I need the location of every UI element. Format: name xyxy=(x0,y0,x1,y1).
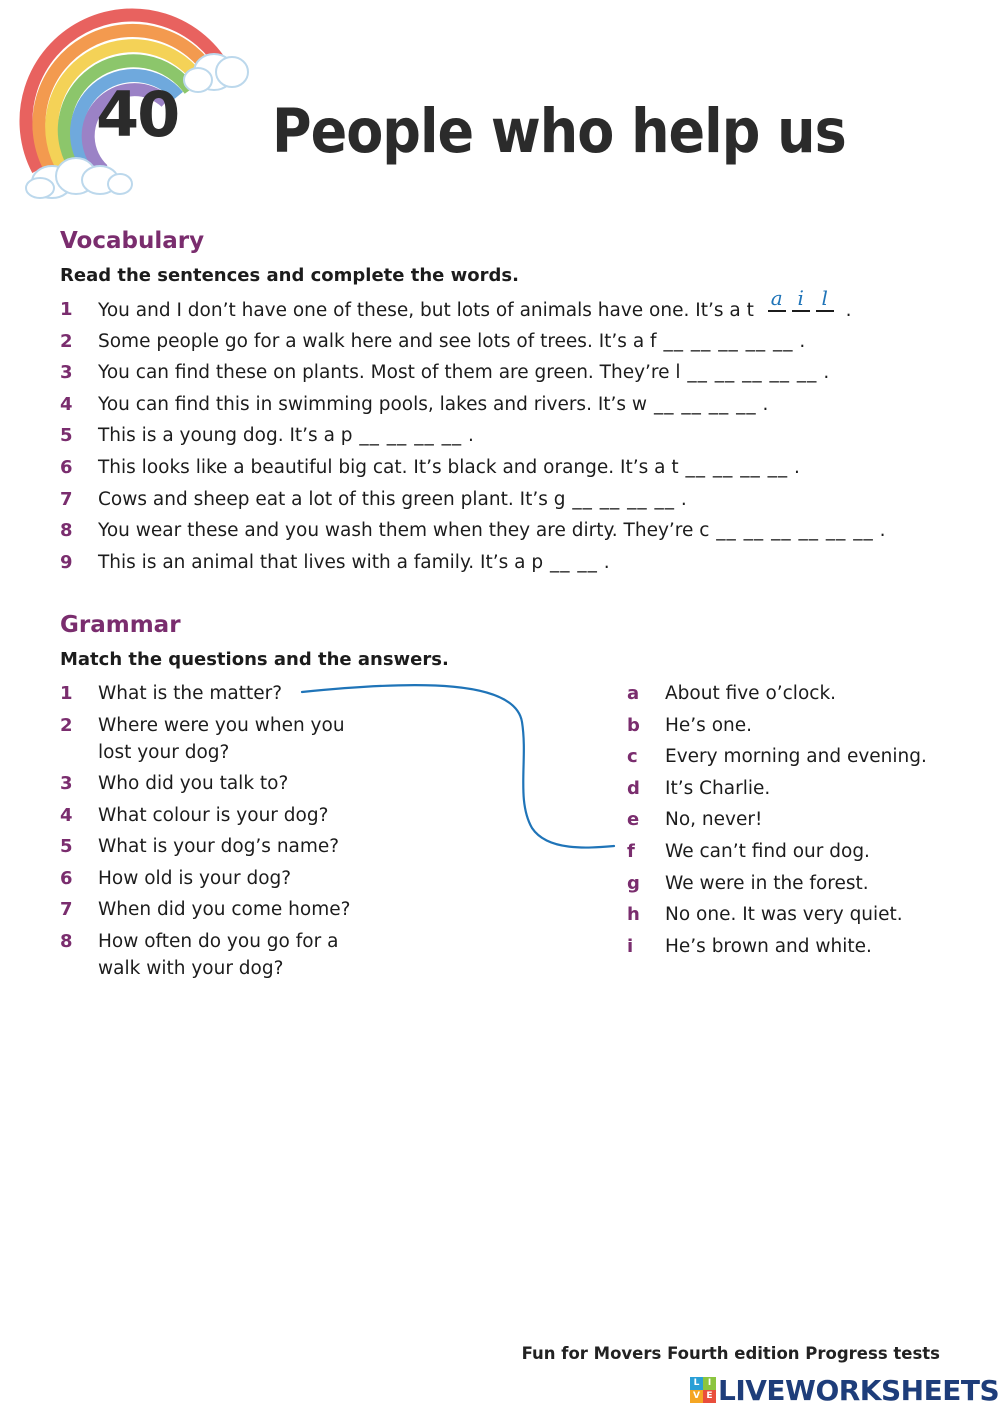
answer-letter: c xyxy=(627,746,638,768)
answer-blanks[interactable]: __ __ __ __ __ xyxy=(680,362,818,384)
sentence-text: This is a young dog. It’s a p xyxy=(98,425,353,447)
question-number: 1 xyxy=(60,683,73,704)
answer-text: No, never! xyxy=(665,809,763,831)
answer-blanks[interactable]: __ __ __ __ xyxy=(565,488,675,510)
sentence-end: . xyxy=(597,551,610,573)
question-text: What colour is your dog? xyxy=(98,804,329,826)
sentence-end: . xyxy=(788,456,800,478)
sentence-end: . xyxy=(675,488,687,510)
answer-letter: e xyxy=(627,809,640,831)
question-text: Who did you talk to? xyxy=(98,773,289,794)
question-text: What is the matter? xyxy=(98,683,283,704)
sentence-text: Cows and sheep eat a lot of this green plant. It’s g xyxy=(98,488,566,510)
item-number: 6 xyxy=(60,456,73,478)
question-number: 2 xyxy=(60,714,73,736)
vocabulary-heading: Vocabulary xyxy=(60,228,205,254)
answer-blanks[interactable]: __ __ __ __ xyxy=(678,456,789,478)
answer-text: About five o’clock. xyxy=(665,683,837,704)
sentence-text: You wear these and you wash them when they are dirty. They’re c xyxy=(98,520,710,542)
answer-letter: b xyxy=(627,714,640,736)
answer-blanks[interactable]: __ __ __ __ __ xyxy=(656,330,794,352)
answer-blanks[interactable]: __ __ __ __ xyxy=(352,425,463,447)
answer-text: We were in the forest. xyxy=(665,872,869,894)
answer-text: It’s Charlie. xyxy=(665,777,771,799)
answer-text: Every morning and evening. xyxy=(665,746,927,768)
vocabulary-instruction: Read the sentences and complete the words. xyxy=(60,265,519,286)
answer-letter: f xyxy=(627,840,635,862)
item-number: 7 xyxy=(60,488,73,510)
answer-letter: i xyxy=(627,935,634,957)
item-number: 8 xyxy=(60,520,73,542)
answer-text: No one. It was very quiet. xyxy=(665,904,903,926)
question-text: When did you come home? xyxy=(98,899,351,920)
answer-letter: a xyxy=(627,683,640,704)
sentence-text: This looks like a beautiful big cat. It’s black and orange. It’s a t xyxy=(98,456,679,478)
sentence-text: You can find this in swimming pools, lakes and rivers. It’s w xyxy=(98,393,648,415)
answer-letter: g xyxy=(627,872,640,894)
unit-number: 40 xyxy=(96,78,179,151)
question-text: Where were you when you lost your dog? xyxy=(98,714,345,763)
liveworksheets-logo-icon: L I V E xyxy=(690,1377,716,1403)
question-text: What is your dog’s name? xyxy=(98,836,340,857)
item-number: 9 xyxy=(60,551,73,573)
answer-letter: h xyxy=(627,904,640,926)
answer-letter: i xyxy=(797,286,804,310)
answer-blanks[interactable]: __ __ xyxy=(543,551,598,573)
question-number: 4 xyxy=(60,804,73,826)
sentence-text: This is an animal that lives with a family. It’s a p xyxy=(98,551,544,573)
item-number: 1 xyxy=(60,299,73,320)
sentence-end: . xyxy=(756,393,769,415)
question-number: 8 xyxy=(60,930,73,952)
question-number: 3 xyxy=(60,773,73,794)
sentence-end: . xyxy=(793,330,806,352)
question-number: 6 xyxy=(60,867,73,889)
answer-letter: a xyxy=(770,286,783,310)
brand-name: LIVEWORKSHEETS xyxy=(718,1373,1000,1407)
item-number: 3 xyxy=(60,362,73,384)
page-title: People who help us xyxy=(272,96,846,167)
question-text: How often do you go for a walk with your dog? xyxy=(98,930,339,979)
item-number: 2 xyxy=(60,330,73,352)
answer-text: He’s brown and white. xyxy=(665,935,872,957)
answer-text: He’s one. xyxy=(665,714,752,736)
sentence-end: . xyxy=(873,520,886,542)
answer-text: We can’t find our dog. xyxy=(665,840,870,862)
question-number: 7 xyxy=(60,899,73,920)
answer-blanks[interactable]: __ __ __ __ xyxy=(647,393,757,415)
answer-blanks[interactable]: __ __ __ __ __ __ xyxy=(709,520,874,542)
grammar-instruction: Match the questions and the answers. xyxy=(60,649,449,670)
sentence-end: . xyxy=(817,362,830,384)
item-number: 5 xyxy=(60,425,73,447)
answer-letter: d xyxy=(627,777,640,799)
sentence-end: . xyxy=(462,425,474,447)
brand-watermark xyxy=(690,1374,999,1406)
grammar-heading: Grammar xyxy=(60,612,181,638)
question-text: How old is your dog? xyxy=(98,867,292,889)
sentence-text: Some people go for a walk here and see lots of trees. It’s a f xyxy=(98,330,657,352)
sentence-text: You can find these on plants. Most of them are green. They’re l xyxy=(98,362,681,384)
item-number: 4 xyxy=(60,393,73,415)
sentence-text: You and I don’t have one of these, but lots of animals have one. It’s a t xyxy=(98,300,754,321)
series-footer: Fun for Movers Fourth edition Progress tests xyxy=(521,1344,940,1363)
answer-letter: l xyxy=(821,286,828,310)
question-number: 5 xyxy=(60,836,73,857)
sentence-end: . xyxy=(839,300,852,321)
